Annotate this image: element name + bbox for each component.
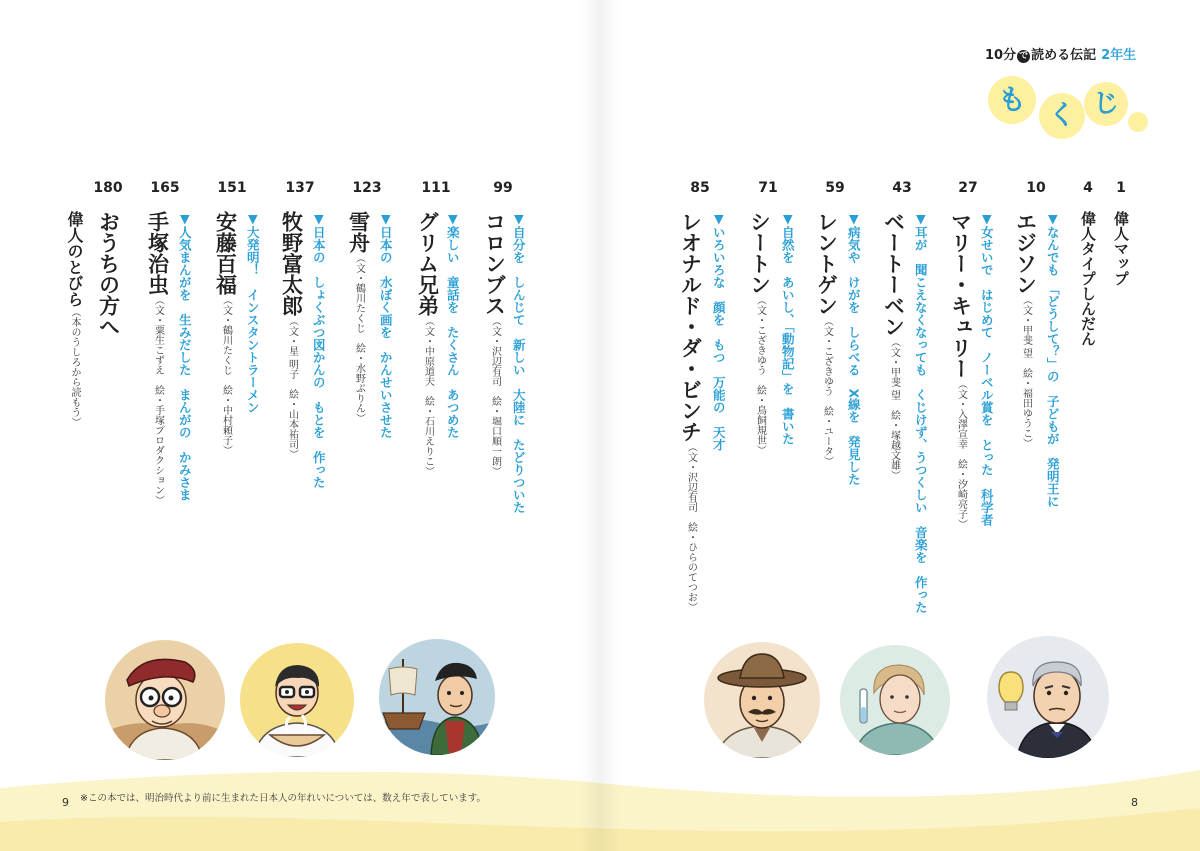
entry-main-line [66,211,82,427]
entry-title: レントゲン [814,211,839,316]
entry-main-line [950,211,971,529]
entry-title: エジソン [1013,211,1038,295]
entry-subtitle: ▼耳が 聞こえなくなっても くじけず、うつくしい 音楽を 作った [913,211,929,614]
heading-char-mo: も [988,76,1036,124]
page-number: 1 [1116,180,1126,196]
tezuka-portrait-icon [105,640,225,760]
entry-subtitle: ▼自分を しんじて 新しい 大陸に たどりついた [511,211,527,514]
series-name: 読める伝記 [1031,48,1097,63]
age-note: ※この本では、明治時代より前に生まれた日本人の年れいについては、数え年で表しています。 [80,793,487,804]
entry-credit: （文・甲斐 望 絵・塚越文雄） [888,337,900,481]
curie-portrait-icon [840,645,950,755]
entry-main-line [417,211,438,476]
edison-portrait-icon [987,636,1109,758]
entry-title: シートン [747,211,772,295]
entry-credit: （本のうしろから読もう） [69,307,80,427]
entry-subtitle: ▼日本の 水ぼく画を かんせいさせた [378,211,394,439]
heading-char-ji: じ [1084,82,1128,126]
entry-credit: （文・こざきゆう 絵・ユータ） [821,316,833,466]
entry-title: 雪舟 [346,211,371,253]
entry-title: おうちの方へ [96,211,121,337]
entry-subtitle: ▼女せいで はじめて ノーベル賞を とった 科学者 [979,211,995,526]
heading-char-ku: く [1039,93,1085,139]
entry-title: 牧野富太郎 [279,211,304,316]
entry-subtitle: ▼なんでも 「どうして？」の 子どもが 発明王に [1045,211,1061,508]
entry-title: マリー・キュリー [948,211,973,379]
entry-main-line [1080,211,1096,346]
entry-title: レオナルド・ダ・ビンチ [678,211,703,442]
entry-credit: （文・沢辺有司 絵・堀口順一朗） [489,316,501,476]
entry-main-line [749,211,770,455]
entry-title: 偉人タイプしんだん [1079,211,1097,346]
entry-credit: （文・甲斐 望 絵・福田ゆうこ） [1020,295,1032,449]
page-number: 111 [421,180,451,196]
entry-main-line [215,211,236,455]
entry-main-line [816,211,837,466]
entry-main-line [1015,211,1036,448]
series-de-badge: で [1019,51,1029,61]
left-folio: 9 [62,796,69,809]
page-number: 43 [892,180,912,196]
entry-main-line [680,211,701,612]
page-number: 180 [93,180,123,196]
entry-subtitle: ▼日本の しょくぶつ図かんの もとを 作った [311,211,327,489]
entry-title: ベートーベン [881,211,906,337]
page-number: 10 [1026,180,1046,196]
entry-credit: （文・鶴川たくじ 絵・水野ぷりん） [353,253,365,423]
entry-title: 偉人のとびら [65,211,84,307]
right-folio: 8 [1131,796,1138,809]
entry-credit: （文・沢辺有司 絵・ひらのてつお） [685,442,697,612]
page-number: 165 [150,180,180,196]
entry-title: 偉人マップ [1112,211,1130,286]
grade-label: 2年生 [1101,48,1137,63]
page-gutter [580,0,620,851]
entry-main-line [98,211,119,337]
series-title [985,48,1136,64]
entry-title: 手塚治虫 [145,211,170,295]
entry-main-line [281,211,302,459]
entry-main-line [883,211,904,480]
entry-credit: （文・入澤宣幸 絵・汐崎亮子） [955,379,967,529]
series-minutes: 10分 [985,48,1017,63]
page-number: 85 [690,180,710,196]
entry-main-line [147,211,168,505]
page-number: 59 [825,180,845,196]
entry-credit: （文・粟生こずえ 絵・手塚プロダクション） [152,295,164,505]
entry-subtitle: ▼人気まんがを 生みだした まんがの かみさま [177,211,193,501]
entry-title: コロンブス [482,211,507,316]
ando-portrait-icon [240,643,354,757]
entry-main-line [348,211,369,423]
page-number: 99 [493,180,513,196]
entry-main-line [484,211,505,476]
entry-credit: （文・鶴川たくじ 絵・中村頼子） [220,295,232,455]
entry-subtitle: ▼楽しい 童話を たくさん あつめた [445,211,461,439]
entry-title: 安藤百福 [213,211,238,295]
entry-subtitle: ▼自然を あいし、「動物記」を 書いた [780,211,796,445]
entry-subtitle: ▼大発明！ インスタントラーメン [245,211,261,414]
page-number: 71 [758,180,778,196]
page-number: 151 [217,180,247,196]
entry-credit: （文・星 明子 絵・山本祐司） [286,316,298,460]
entry-credit: （文・こざきゆう 絵・鳥飼規世） [754,295,766,455]
decorative-dot [1128,112,1148,132]
page-number: 27 [958,180,978,196]
entry-title: グリム兄弟 [415,211,440,316]
entry-credit: （文・中原道夫 絵・石川えりこ） [422,316,434,476]
page-number: 137 [285,180,315,196]
page-number: 4 [1083,180,1093,196]
entry-main-line [1113,211,1129,286]
entry-subtitle: ▼病気や けがを しらべる X線を 発見した [846,211,862,486]
entry-subtitle: ▼いろいろな 顔を もつ 万能の 天才 [711,211,727,451]
page-number: 123 [352,180,382,196]
seton-portrait-icon [704,642,820,758]
columbus-portrait-icon [379,639,495,755]
